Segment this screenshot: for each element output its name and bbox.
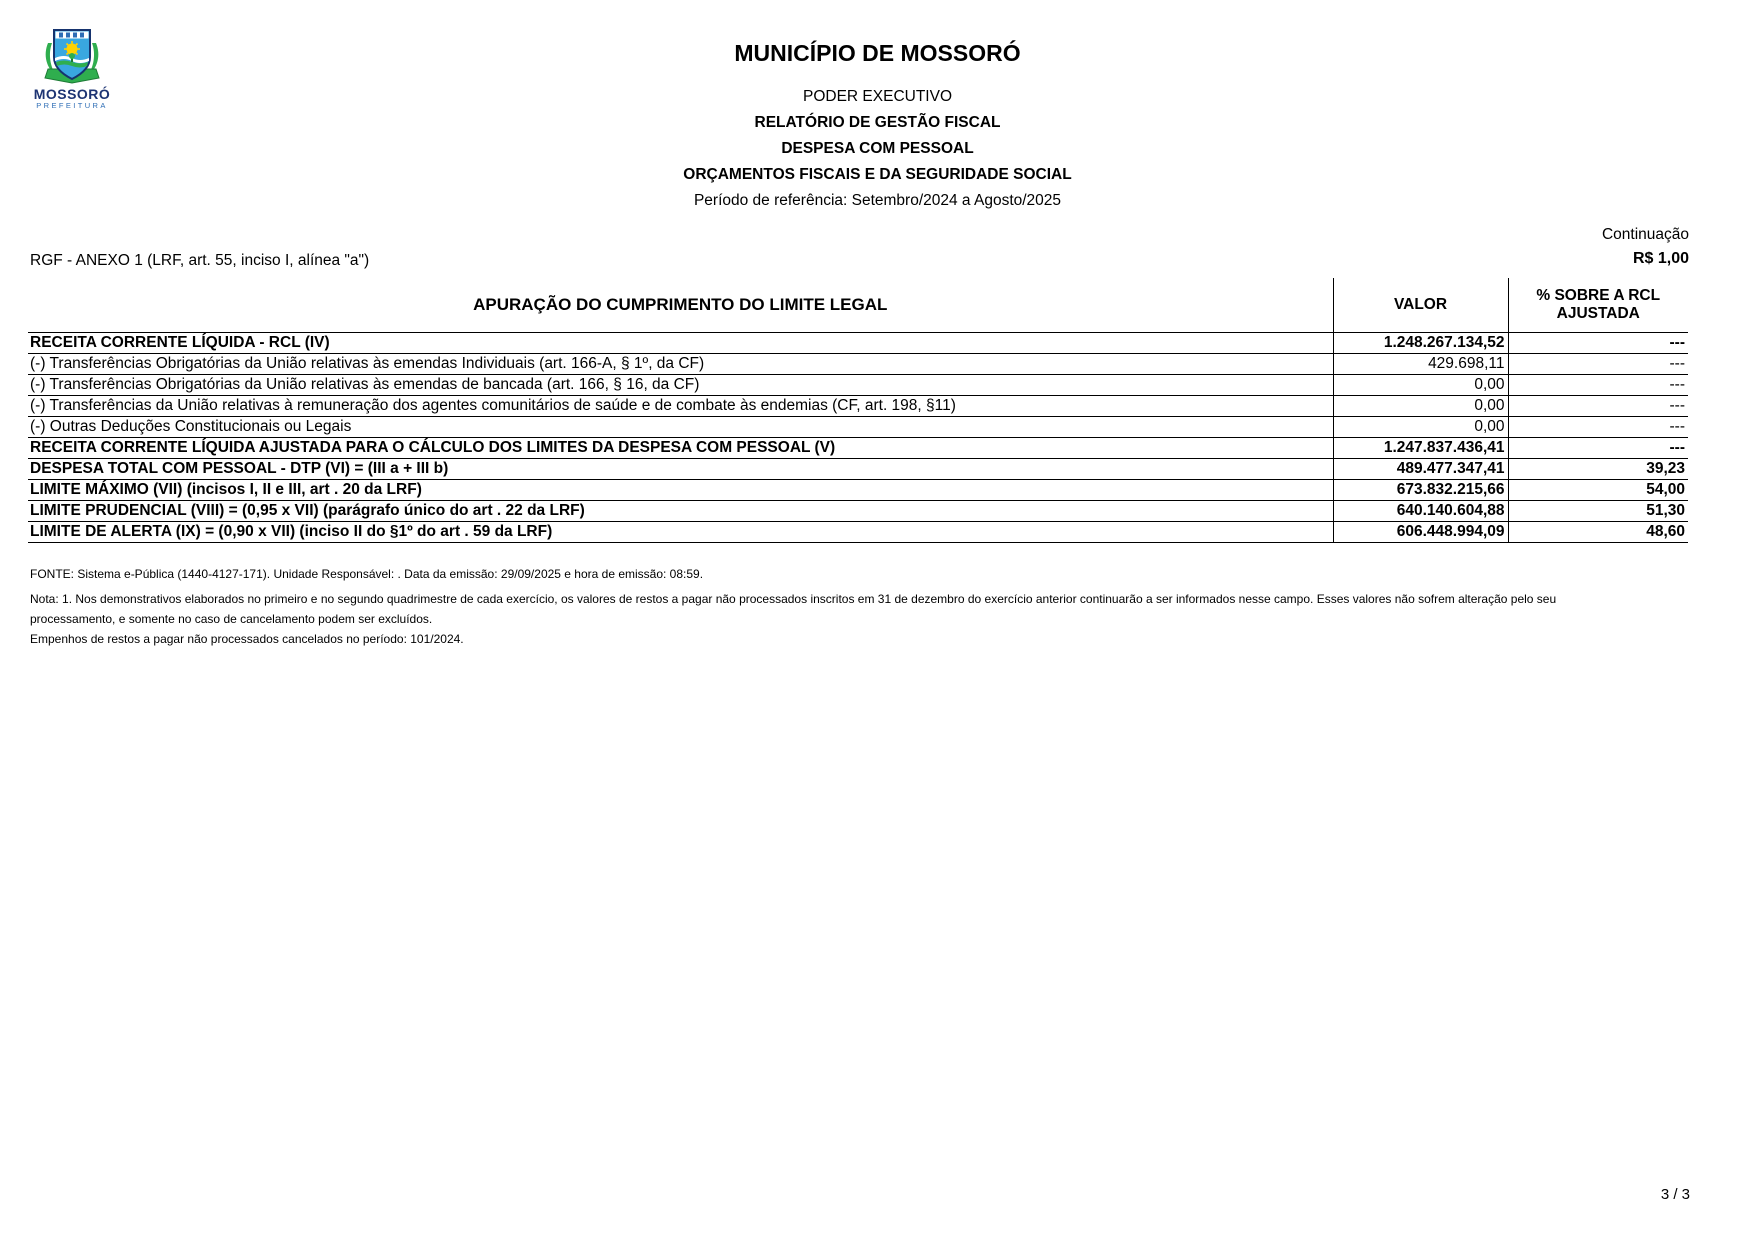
table-row (28, 417, 1688, 438)
table-row (28, 438, 1688, 459)
cell-pct: --- (1508, 354, 1688, 375)
report-header (0, 40, 1755, 214)
report-subtitle: DESPESA COM PESSOAL (781, 140, 974, 157)
empenhos-note: Empenhos de restos a pagar não processados cancelados no período: 101/2024. (30, 632, 464, 646)
cell-valor: 1.247.837.436,41 (1333, 438, 1508, 459)
reference-period: Período de referência: Setembro/2024 a Agosto/2025 (693, 192, 1062, 209)
cell-label: RECEITA CORRENTE LÍQUIDA - RCL (IV) (28, 333, 1333, 354)
cell-valor: 673.832.215,66 (1333, 480, 1508, 501)
cell-pct: --- (1508, 417, 1688, 438)
cell-label: LIMITE MÁXIMO (VII) (incisos I, II e III, art . 20 da LRF) (28, 480, 1333, 501)
cell-label: LIMITE PRUDENCIAL (VIII) = (0,95 x VII) (parágrafo único do art . 22 da LRF) (28, 501, 1333, 522)
cell-valor: 429.698,11 (1333, 354, 1508, 375)
budget-scope: ORÇAMENTOS FISCAIS E DA SEGURIDADE SOCIAL (683, 166, 1072, 183)
currency-unit-label: R$ 1,00 (1632, 250, 1689, 267)
table-row (28, 522, 1688, 543)
continuation-label: Continuação (1601, 226, 1689, 243)
cell-valor: 489.477.347,41 (1333, 459, 1508, 480)
cell-label: (-) Transferências Obrigatórias da União relativas às emendas Individuais (art. 166-A, § 1º, da CF) (28, 354, 1333, 375)
cell-valor: 640.140.604,88 (1333, 501, 1508, 522)
table-row (28, 354, 1688, 375)
logo-org-name: PREFEITURA (36, 101, 108, 110)
cell-pct: 39,23 (1508, 459, 1688, 480)
cell-pct: 54,00 (1508, 480, 1688, 501)
nota-text: Nota: 1. Nos demonstrativos elaborados no primeiro e no segundo quadrimestre de cada exercício, os valores de restos a pagar não processados inscritos em 31 de dezembro do exercício anterior continuarão a ser informados nesse campo. Esses valores não sofrem alteração pelo seu processamento, e somente no caso de cancelamento podem ser excluídos. (30, 592, 1557, 626)
cell-pct: --- (1508, 375, 1688, 396)
column-header-apuracao: APURAÇÃO DO CUMPRIMENTO DO LIMITE LEGAL (28, 278, 1333, 333)
cell-label: (-) Transferências da União relativas à remuneração dos agentes comunitários de saúde e de combate às endemias (CF, art. 198, §11) (28, 396, 1333, 417)
source-note: FONTE: Sistema e-Pública (1440-4127-171). Unidade Responsável: . Data da emissão: 29/09/2025 e hora de emissão: 08:59. (30, 567, 704, 581)
municipality-title: MUNICÍPIO DE MOSSORÓ (734, 40, 1021, 66)
table-row (28, 396, 1688, 417)
cell-label: (-) Transferências Obrigatórias da União relativas às emendas de bancada (art. 166, § 16, da CF) (28, 375, 1333, 396)
cell-label: (-) Outras Deduções Constitucionais ou Legais (28, 417, 1333, 438)
annex-label: RGF - ANEXO 1 (LRF, art. 55, inciso I, alínea "a") (30, 252, 370, 269)
cell-valor: 0,00 (1333, 396, 1508, 417)
page-number: 3 / 3 (1660, 1186, 1690, 1203)
cell-label: LIMITE DE ALERTA (IX) = (0,90 x VII) (inciso II do §1º do art . 59 da LRF) (28, 522, 1333, 543)
logo-city-name: MOSSORÓ (33, 86, 111, 102)
table-row (28, 459, 1688, 480)
report-title: RELATÓRIO DE GESTÃO FISCAL (754, 114, 1001, 131)
table-row (28, 480, 1688, 501)
cell-valor: 606.448.994,09 (1333, 522, 1508, 543)
cell-pct: --- (1508, 396, 1688, 417)
table-row (28, 501, 1688, 522)
limit-table (28, 278, 1688, 543)
column-header-pct-rcl: % SOBRE A RCL AJUSTADA (1508, 278, 1688, 333)
limit-table-body (28, 333, 1688, 543)
column-header-valor: VALOR (1333, 278, 1508, 333)
cell-valor: 0,00 (1333, 375, 1508, 396)
table-header-row (28, 278, 1688, 333)
cell-valor: 0,00 (1333, 417, 1508, 438)
cell-pct: --- (1508, 438, 1688, 459)
table-row (28, 333, 1688, 354)
cell-label: RECEITA CORRENTE LÍQUIDA AJUSTADA PARA O CÁLCULO DOS LIMITES DA DESPESA COM PESSOAL (V) (28, 438, 1333, 459)
branch-line: PODER EXECUTIVO (803, 88, 952, 105)
table-row (28, 375, 1688, 396)
cell-pct: 48,60 (1508, 522, 1688, 543)
cell-label: DESPESA TOTAL COM PESSOAL - DTP (VI) = (III a + III b) (28, 459, 1333, 480)
cell-pct: 51,30 (1508, 501, 1688, 522)
cell-valor: 1.248.267.134,52 (1333, 333, 1508, 354)
cell-pct: --- (1508, 333, 1688, 354)
